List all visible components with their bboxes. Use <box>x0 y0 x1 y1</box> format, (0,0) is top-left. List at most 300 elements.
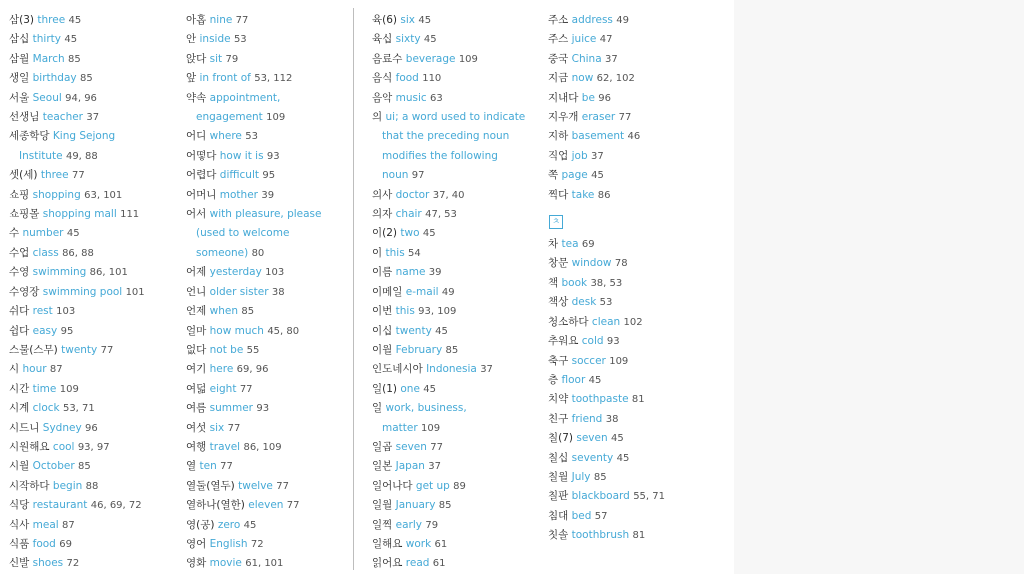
korean-word: 음료수 <box>372 52 403 65</box>
korean-word: 어떻다 <box>186 149 217 162</box>
page-reference: 102 <box>623 316 643 328</box>
glossary-entry <box>9 244 179 263</box>
page-reference: 45 <box>423 34 437 46</box>
glossary-entry <box>9 224 179 243</box>
page-reference: 97 <box>411 170 425 182</box>
glossary-column-4-part-2 <box>548 235 718 546</box>
korean-word: 삼십 <box>9 33 30 46</box>
korean-word: 일찍 <box>372 518 393 531</box>
korean-word: 수업 <box>9 246 30 259</box>
glossary-entry <box>9 302 179 321</box>
english-meaning: matter <box>382 421 418 434</box>
page-reference: 77 <box>100 344 114 356</box>
glossary-entry <box>9 283 179 302</box>
korean-word: 칠(7) <box>548 432 574 445</box>
glossary-entry <box>372 322 544 341</box>
korean-word: 선생님 <box>9 111 40 124</box>
page-reference: 57 <box>594 510 608 522</box>
english-meaning: time <box>32 382 57 395</box>
english-meaning: basement <box>571 130 625 143</box>
korean-word: 의 <box>372 111 383 124</box>
english-meaning: mother <box>219 188 258 201</box>
english-meaning: eleven <box>248 499 284 512</box>
glossary-entry <box>186 535 352 554</box>
glossary-entry <box>372 419 544 438</box>
english-meaning: three <box>37 14 66 26</box>
page-reference: 86, 101 <box>89 267 128 279</box>
glossary-entry <box>372 302 544 321</box>
korean-word: 수영장 <box>9 285 40 298</box>
korean-word: 시간 <box>9 382 30 395</box>
english-meaning: yesterday <box>209 266 262 279</box>
korean-word: 의자 <box>372 208 393 221</box>
glossary-entry <box>9 496 179 515</box>
korean-word: 어머니 <box>186 188 217 201</box>
glossary-entry <box>548 50 718 69</box>
glossary-column-3 <box>372 11 544 574</box>
section-header-chieut: ㅊ <box>549 215 563 229</box>
korean-word: 칫솔 <box>548 529 569 542</box>
page-reference: 88 <box>85 480 99 492</box>
glossary-entry <box>548 371 718 390</box>
glossary-entry <box>372 477 544 496</box>
page-reference: 87 <box>62 519 75 531</box>
english-meaning: movie <box>209 557 242 570</box>
english-meaning: food <box>395 72 419 85</box>
page-reference: 46, 69, 72 <box>90 500 142 512</box>
glossary-entry <box>9 322 179 341</box>
korean-word: 지내다 <box>548 91 579 104</box>
english-meaning: October <box>32 460 75 473</box>
glossary-entry <box>548 332 718 351</box>
page-reference: 61 <box>432 558 446 570</box>
page-reference: 55, 71 <box>633 491 665 503</box>
korean-word: 쇼핑몰 <box>9 208 40 221</box>
glossary-entry <box>548 147 718 166</box>
page-reference: 87 <box>49 364 63 376</box>
glossary-entry <box>372 496 544 515</box>
korean-word: 시월 <box>9 460 30 473</box>
page-reference: 53, 112 <box>254 73 293 85</box>
korean-word: 추워요 <box>548 335 579 348</box>
page-reference: 45 <box>588 374 602 386</box>
english-meaning: appointment, <box>209 91 281 104</box>
glossary-entry <box>9 147 179 166</box>
glossary-entry <box>548 108 718 127</box>
glossary-entry <box>186 69 352 88</box>
english-meaning: Institute <box>19 149 63 162</box>
page-reference: 86, 109 <box>243 441 282 453</box>
korean-word: 이메일 <box>372 285 403 298</box>
page-reference: 85 <box>241 306 255 318</box>
english-meaning: meal <box>32 518 59 531</box>
english-meaning: one <box>400 382 420 395</box>
glossary-entry <box>9 108 179 127</box>
glossary-entry <box>372 108 544 127</box>
korean-word: 식당 <box>9 499 30 512</box>
korean-word: 어서 <box>186 208 207 221</box>
glossary-entry <box>186 127 352 146</box>
page-reference: 63, 101 <box>84 189 123 201</box>
glossary-entry <box>186 457 352 476</box>
korean-word: 영화 <box>186 557 207 570</box>
english-meaning: someone) <box>196 246 249 259</box>
glossary-entry <box>9 399 179 418</box>
page-reference: 77 <box>220 461 233 473</box>
page-reference: 109 <box>266 112 286 124</box>
glossary-entry <box>372 205 544 224</box>
glossary-column-4 <box>548 11 718 546</box>
page-reference: 38 <box>605 413 619 425</box>
english-meaning: King Sejong <box>52 130 116 143</box>
english-meaning: twenty <box>395 324 432 337</box>
glossary-entry <box>9 457 179 476</box>
korean-word: 층 <box>548 373 559 386</box>
page-reference: 47, 53 <box>425 209 457 221</box>
page-reference: 93, 109 <box>418 306 457 318</box>
glossary-entry <box>372 147 544 166</box>
page-reference: 37 <box>480 364 493 376</box>
korean-word: 신발 <box>9 557 30 570</box>
glossary-entry <box>372 535 544 554</box>
page-reference: 77 <box>239 383 253 395</box>
page-reference: 72 <box>250 538 264 550</box>
glossary-entry <box>186 322 352 341</box>
page-reference: 86, 88 <box>62 247 94 259</box>
english-meaning: early <box>395 518 422 531</box>
english-meaning: e-mail <box>405 285 439 298</box>
korean-word: 여기 <box>186 363 207 376</box>
english-meaning: juice <box>571 33 597 46</box>
page-reference: 109 <box>609 355 629 367</box>
page-reference: 39 <box>428 267 442 279</box>
glossary-entry <box>186 341 352 360</box>
page-reference: 103 <box>56 306 76 318</box>
korean-word: 수 <box>9 227 20 240</box>
english-meaning: twenty <box>61 343 98 356</box>
korean-word: 열하나(열한) <box>186 499 245 512</box>
korean-word: 아홉 <box>186 14 207 26</box>
english-meaning: clean <box>591 315 621 328</box>
english-meaning: February <box>395 343 443 356</box>
english-meaning: this <box>385 246 405 259</box>
korean-word: 생일 <box>9 72 30 85</box>
english-meaning: seven <box>576 432 608 445</box>
glossary-entry <box>548 254 718 273</box>
english-meaning: shopping mall <box>42 208 117 221</box>
korean-word: 치약 <box>548 393 569 406</box>
page-reference: 89 <box>453 480 466 492</box>
korean-word: 시계 <box>9 402 30 415</box>
korean-word: 차 <box>548 238 559 251</box>
page-reference: 79 <box>425 519 439 531</box>
english-meaning: July <box>571 470 591 483</box>
english-meaning: Japan <box>395 460 425 473</box>
english-meaning: name <box>395 266 426 279</box>
english-meaning: clock <box>32 402 60 415</box>
english-meaning: eight <box>209 382 237 395</box>
korean-word: 약속 <box>186 91 207 104</box>
english-meaning: read <box>405 557 430 570</box>
korean-word: 친구 <box>548 412 569 425</box>
korean-word: 여덟 <box>186 382 207 395</box>
page-reference: 95 <box>60 325 74 337</box>
english-meaning: doctor <box>395 188 430 201</box>
korean-word: 칠십 <box>548 451 569 464</box>
page-reference: 37, 40 <box>432 189 465 201</box>
glossary-entry <box>186 360 352 379</box>
page-reference: 45 <box>66 228 80 240</box>
english-meaning: toothpaste <box>571 393 629 406</box>
english-meaning: easy <box>32 324 58 337</box>
glossary-entry <box>372 224 544 243</box>
english-meaning: take <box>571 188 595 201</box>
page-reference: 45 <box>422 228 436 240</box>
korean-word: 이십 <box>372 324 393 337</box>
english-meaning: work, business, <box>385 402 467 415</box>
english-meaning: eraser <box>581 111 616 124</box>
glossary-entry <box>548 235 718 254</box>
english-meaning: restaurant <box>32 499 88 512</box>
page-reference: 95 <box>262 170 276 182</box>
glossary-entry <box>372 186 544 205</box>
glossary-entry <box>548 274 718 293</box>
english-meaning: work <box>405 537 432 550</box>
english-meaning: inside <box>199 33 231 46</box>
page-reference: 93 <box>606 336 620 348</box>
english-meaning: ten <box>199 460 217 473</box>
korean-word: 식품 <box>9 537 30 550</box>
glossary-entry <box>548 429 718 448</box>
page-reference: 109 <box>421 422 441 434</box>
glossary-entry <box>9 30 179 49</box>
korean-word: 시원해요 <box>9 440 50 453</box>
glossary-entry <box>548 69 718 88</box>
english-meaning: where <box>209 130 242 143</box>
page-reference: 79 <box>225 53 239 65</box>
korean-word: 이월 <box>372 343 393 356</box>
english-meaning: desk <box>571 296 597 309</box>
korean-word: 열둘(열두) <box>186 479 235 492</box>
korean-word: 청소하다 <box>548 315 589 328</box>
korean-word: 책 <box>548 276 559 289</box>
page-reference: 39 <box>261 189 275 201</box>
korean-word: 영어 <box>186 537 207 550</box>
english-meaning: number <box>22 227 64 240</box>
korean-word: 육십 <box>372 33 393 46</box>
korean-word: 일월 <box>372 499 393 512</box>
glossary-entry <box>9 477 179 496</box>
page-reference: 45 <box>423 383 436 395</box>
english-meaning: page <box>561 169 588 182</box>
korean-word: 일(1) <box>372 382 398 395</box>
page-reference: 96 <box>85 422 98 434</box>
english-meaning: floor <box>561 373 586 386</box>
page-reference: 45 <box>68 15 82 26</box>
korean-word: 침대 <box>548 509 569 522</box>
korean-word: 삼(3) <box>9 14 35 26</box>
english-meaning: noun <box>382 169 409 182</box>
glossary-entry <box>9 11 179 30</box>
glossary-entry <box>372 263 544 282</box>
glossary-entry <box>9 516 179 535</box>
page-reference: 49 <box>616 15 629 26</box>
glossary-entry <box>186 554 352 573</box>
page-reference: 53, 71 <box>62 403 95 415</box>
page-reference: 37 <box>86 112 100 124</box>
page-reference: 38 <box>271 286 285 298</box>
page-reference: 61 <box>434 538 448 550</box>
korean-word: 일곱 <box>372 440 393 453</box>
page-reference: 77 <box>430 441 443 453</box>
english-meaning: modifies the following <box>382 149 498 162</box>
glossary-entry <box>186 205 352 224</box>
glossary-entry <box>372 11 544 30</box>
english-meaning: engagement <box>196 111 263 124</box>
glossary-entry <box>372 399 544 418</box>
english-meaning: bed <box>571 509 592 522</box>
glossary-entry <box>372 30 544 49</box>
page-reference: 55 <box>246 344 260 356</box>
page-reference: 49 <box>441 286 455 298</box>
glossary-entry <box>548 166 718 185</box>
page-reference: 37 <box>591 150 604 162</box>
english-meaning: January <box>395 499 436 512</box>
glossary-entry <box>186 496 352 515</box>
glossary-entry <box>548 89 718 108</box>
korean-word: 식사 <box>9 518 30 531</box>
english-meaning: March <box>32 52 65 65</box>
korean-word: 직업 <box>548 149 569 162</box>
page-reference: 62, 102 <box>596 73 635 85</box>
english-meaning: job <box>571 149 588 162</box>
glossary-entry <box>186 186 352 205</box>
page-reference: 54 <box>408 247 421 259</box>
page-reference: 49, 88 <box>65 150 98 162</box>
page-reference: 45 <box>64 34 78 46</box>
english-meaning: how much <box>209 324 264 337</box>
glossary-entry <box>186 89 352 108</box>
page-reference: 72 <box>66 558 80 570</box>
page-reference: 85 <box>68 53 81 65</box>
glossary-entry <box>186 50 352 69</box>
korean-word: 쉽다 <box>9 324 30 337</box>
page-reference: 81 <box>631 394 645 406</box>
korean-word: 삼월 <box>9 52 30 65</box>
korean-word: 축구 <box>548 354 569 367</box>
glossary-entry <box>9 186 179 205</box>
page-reference: 46 <box>627 131 641 143</box>
glossary-entry <box>9 438 179 457</box>
glossary-entry <box>548 352 718 371</box>
glossary-entry <box>186 302 352 321</box>
page-reference: 69 <box>581 239 595 251</box>
glossary-entry <box>548 468 718 487</box>
page-reference: 93 <box>266 150 280 162</box>
glossary-entry <box>186 516 352 535</box>
page-reference: 93, 97 <box>77 441 110 453</box>
korean-word: 영(공) <box>186 518 215 531</box>
english-meaning: zero <box>217 518 241 531</box>
english-meaning: class <box>32 246 59 259</box>
english-meaning: travel <box>209 440 241 453</box>
english-meaning: (used to welcome <box>196 227 290 240</box>
english-meaning: swimming pool <box>42 285 123 298</box>
glossary-entry <box>548 487 718 506</box>
glossary-entry <box>372 360 544 379</box>
page-reference: 85 <box>593 471 607 483</box>
page-reference: 111 <box>120 209 140 221</box>
english-meaning: chair <box>395 208 422 221</box>
column-divider <box>353 8 354 570</box>
korean-word: 책상 <box>548 296 569 309</box>
korean-word: 시 <box>9 363 20 376</box>
english-meaning: get up <box>415 479 450 492</box>
korean-word: 쉬다 <box>9 305 30 318</box>
korean-word: 언니 <box>186 285 207 298</box>
glossary-entry <box>186 399 352 418</box>
page-reference: 93 <box>256 403 270 415</box>
glossary-entry <box>548 449 718 468</box>
page-reference: 85 <box>79 73 93 85</box>
english-meaning: that the preceding noun <box>382 130 510 143</box>
glossary-column-4-part-1 <box>548 11 718 205</box>
english-meaning: cold <box>581 335 604 348</box>
english-meaning: Seoul <box>32 91 62 104</box>
glossary-entry <box>186 147 352 166</box>
english-meaning: soccer <box>571 354 606 367</box>
english-meaning: music <box>395 91 427 104</box>
page-reference: 45 <box>591 170 604 182</box>
korean-word: 칠월 <box>548 470 569 483</box>
english-meaning: thirty <box>32 33 61 46</box>
korean-word: 어렵다 <box>186 169 217 182</box>
english-meaning: with pleasure, please <box>209 208 322 221</box>
glossary-entry <box>9 89 179 108</box>
korean-word: 지우개 <box>548 111 579 124</box>
glossary-entry <box>372 516 544 535</box>
english-meaning: when <box>209 305 238 318</box>
page-reference: 77 <box>276 480 289 492</box>
glossary-entry <box>372 244 544 263</box>
english-meaning: not be <box>209 343 244 356</box>
glossary-entry <box>186 30 352 49</box>
english-meaning: difficult <box>219 169 259 182</box>
glossary-entry <box>372 554 544 573</box>
page-reference: 77 <box>227 422 241 434</box>
english-meaning: how it is <box>219 149 264 162</box>
korean-word: 이(2) <box>372 227 398 240</box>
english-meaning: Sydney <box>42 421 82 434</box>
korean-word: 앉다 <box>186 52 207 65</box>
page-reference: 69, 96 <box>236 364 269 376</box>
glossary-entry <box>186 283 352 302</box>
korean-word: 열 <box>186 460 197 473</box>
korean-word: 육(6) <box>372 14 398 26</box>
page-reference: 103 <box>265 267 285 279</box>
korean-word: 음식 <box>372 72 393 85</box>
english-meaning: cool <box>52 440 75 453</box>
english-meaning: swimming <box>32 266 87 279</box>
korean-word: 찍다 <box>548 188 569 201</box>
korean-word: 이번 <box>372 305 393 318</box>
korean-word: 셋(세) <box>9 169 38 182</box>
korean-word: 일 <box>372 402 383 415</box>
korean-word: 일어나다 <box>372 479 413 492</box>
korean-word: 주소 <box>548 14 569 26</box>
english-meaning: Indonesia <box>426 363 477 376</box>
page-reference: 47 <box>599 34 613 46</box>
